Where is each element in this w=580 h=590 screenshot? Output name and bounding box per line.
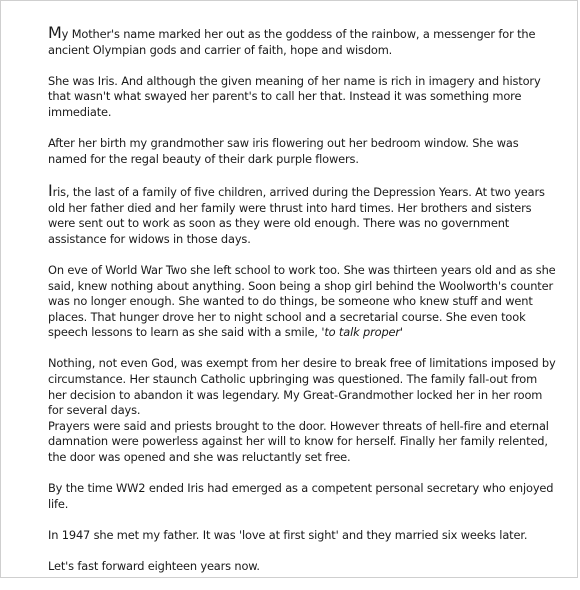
paragraph-10: Let's fast forward eighteen years now.	[48, 559, 260, 574]
paragraph-1	[48, 25, 558, 58]
paragraph-5	[48, 263, 558, 341]
paragraph-4	[48, 180, 558, 247]
paragraph-1-text: y Mother's name marked her out as the goddess of the rainbow, a messenger for the ancient Olympian gods and carrier of faith, hope and wisdom.	[48, 27, 536, 57]
paragraph-5-end: '	[399, 325, 403, 340]
paragraph-7: Prayers were said and priests brought to the door. However threats of hell-fire and eternal damnation were powerless against her will to know for herself. Finally her family relented, the door was opened and she was reluctantly set free.	[48, 418, 549, 465]
document-body	[48, 25, 558, 590]
paragraph-3: After her birth my grandmother saw iris flowering out her bedroom window. She was named for the regal beauty of their dark purple flowers.	[48, 136, 519, 166]
paragraph-8: By the time WW2 ended Iris had emerged as a competent personal secretary who enjoyed life.	[48, 481, 554, 511]
paragraph-4-text: ris, the last of a family of five children, arrived during the Depression Years. At two years old her father died and her family were thrust into hard times. Her brothers and sisters were sent out to work as soon as they were old enough. There was no government assistance for widows in those days.	[48, 184, 545, 246]
drop-cap: M	[48, 23, 62, 42]
paragraph-5-text: On eve of World War Two she left school to work too. She was thirteen years old and as she said, knew nothing about anything. Soon being a shop girl behind the Woolworth's counter was no longer enough. She wanted to do things, be someone who knew stuff and went places. That hunger drove her to night school and a secretarial course. She even took speech lessons to learn as she said with a smile, '	[48, 262, 556, 340]
paragraph-6: Nothing, not even God, was exempt from her desire to break free of limitations imposed by circumstance. Her staunch Catholic upbringing was questioned. The family fall-out from her decision to abandon it was legendary. My Great-Grandmother locked her in her room for several days.	[48, 356, 556, 418]
paragraph-9: In 1947 she met my father. It was 'love at first sight' and they married six weeks later.	[48, 528, 528, 542]
paragraph-5-quote: to talk proper	[324, 325, 400, 340]
drop-cap: I	[48, 180, 53, 200]
paragraph-2: She was Iris. And although the given meaning of her name is rich in imagery and history that wasn't what swayed her parent's to call her that. Instead it was something more immediate.	[48, 73, 541, 119]
